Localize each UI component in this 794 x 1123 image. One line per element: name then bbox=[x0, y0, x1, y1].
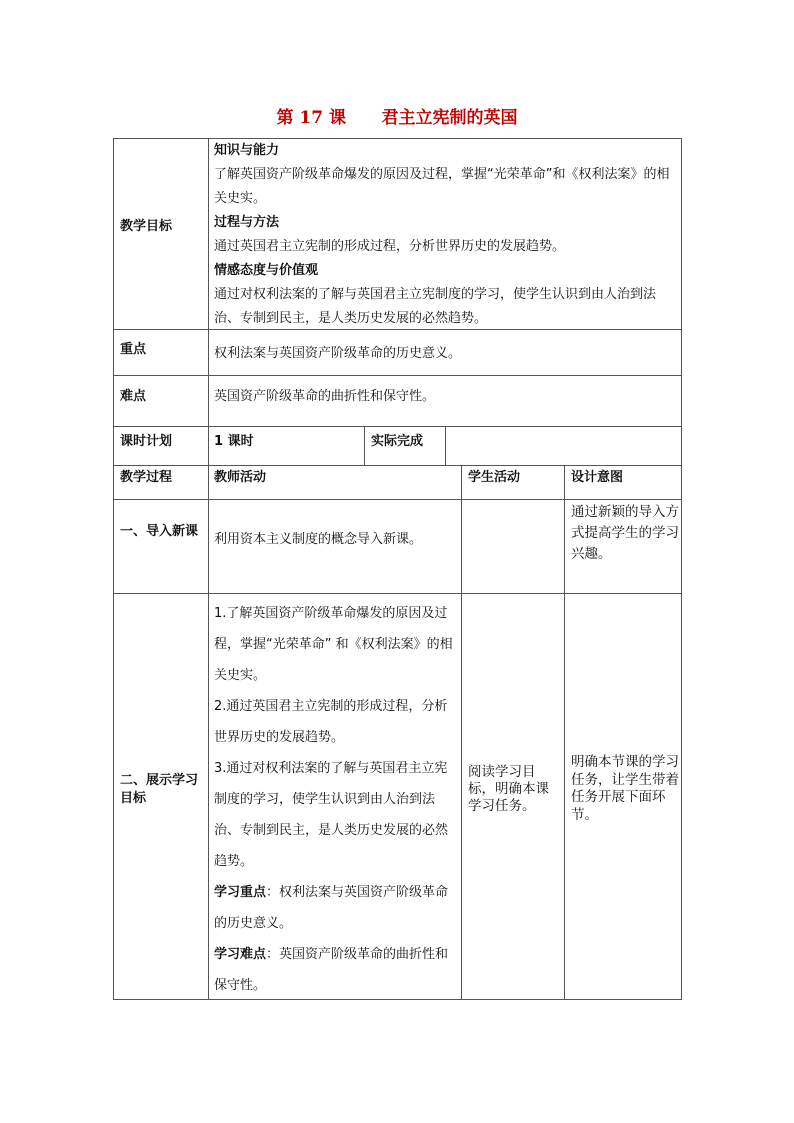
row2-difficulty-text: ：英国资产阶级革命的曲折性和保守性。 bbox=[214, 947, 449, 993]
schedule-value: 1 课时 bbox=[214, 434, 254, 449]
key-point-content-cell bbox=[208, 329, 682, 376]
row1-stage-cell bbox=[113, 499, 209, 594]
knowledge-heading: 知识与能力 bbox=[214, 143, 280, 158]
header-design: 设计意图 bbox=[571, 470, 624, 485]
key-point-label: 重点 bbox=[120, 342, 147, 357]
page-title: 第 17 课 君主立宪制的英国 bbox=[276, 108, 518, 128]
emotion-text: 通过对权利法案的了解与英国君主立宪制度的学习，使学生认识到由人治到法治、专制到民主，是人类历史发展的必然趋势。 bbox=[214, 287, 657, 326]
row2-design: 明确本节课的学习任务，让学生带着任务开展下面环节。 bbox=[571, 754, 679, 823]
row2-stage-cell bbox=[113, 593, 209, 1000]
row2-teacher-item-2: 2.通过英国君主立宪制的形成过程，分析世界历史的发展趋势。 bbox=[214, 699, 448, 745]
objectives-label-cell bbox=[113, 138, 209, 330]
emotion-heading: 情感态度与价值观 bbox=[214, 263, 319, 278]
row2-teacher-item-3: 3.通过对权利法案的了解与英国君主立宪制度的学习，使学生认识到由人治到法治、专制到民主，是人类历史发展的必然趋势。 bbox=[214, 761, 449, 869]
difficulty-label: 难点 bbox=[120, 389, 147, 404]
header-student-cell bbox=[461, 465, 565, 500]
header-teacher-cell bbox=[208, 465, 462, 500]
row2-teacher-item-1: 1.了解英国资产阶级革命爆发的原因及过程，掌握“光荣革命” 和《权利法案》的相关史实。 bbox=[214, 606, 453, 683]
row1-design-cell bbox=[564, 499, 682, 594]
key-point-label-cell bbox=[113, 329, 209, 376]
row2-difficulty-label: 学习难点 bbox=[214, 947, 267, 962]
actual-label: 实际完成 bbox=[371, 434, 424, 449]
actual-value-cell bbox=[445, 426, 682, 466]
process-text: 通过英国君主立宪制的形成过程，分析世界历史的发展趋势。 bbox=[214, 239, 566, 254]
actual-label-cell bbox=[364, 426, 446, 466]
row2-teacher-cell bbox=[208, 593, 462, 1000]
schedule-label: 课时计划 bbox=[120, 434, 173, 449]
schedule-value-cell bbox=[208, 426, 365, 466]
row2-difficulty bbox=[214, 939, 458, 1001]
row2-focus-text: ：权利法案与英国资产阶级革命的历史意义。 bbox=[214, 885, 449, 931]
row2-student: 阅读学习目标，明确本课学习任务。 bbox=[468, 764, 549, 814]
header-stage-cell bbox=[113, 465, 209, 500]
difficulty-text: 英国资产阶级革命的曲折性和保守性。 bbox=[214, 389, 436, 404]
row2-design-cell bbox=[564, 593, 682, 1000]
schedule-label-cell bbox=[113, 426, 209, 466]
header-teacher: 教师活动 bbox=[214, 470, 267, 485]
row1-stage: 一、导入新课 bbox=[120, 524, 199, 539]
header-design-cell bbox=[564, 465, 682, 500]
row2-student-cell bbox=[461, 593, 565, 1000]
header-stage: 教学过程 bbox=[120, 470, 173, 485]
row1-student-cell bbox=[461, 499, 565, 594]
objectives-content-cell bbox=[208, 138, 682, 330]
row1-teacher: 利用资本主义制度的概念导入新课。 bbox=[214, 532, 423, 547]
row2-focus bbox=[214, 877, 458, 939]
row1-teacher-cell bbox=[208, 499, 462, 594]
difficulty-label-cell bbox=[113, 375, 209, 427]
row2-stage: 二、展示学习目标 bbox=[120, 773, 199, 806]
process-heading: 过程与方法 bbox=[214, 215, 280, 230]
row2-focus-label: 学习重点 bbox=[214, 885, 267, 900]
row1-design: 通过新颖的导入方式提高学生的学习兴趣。 bbox=[571, 504, 679, 562]
header-student: 学生活动 bbox=[468, 470, 521, 485]
key-point-text: 权利法案与英国资产阶级革命的历史意义。 bbox=[214, 346, 462, 361]
objectives-label: 教学目标 bbox=[120, 219, 173, 234]
knowledge-text: 了解英国资产阶级革命爆发的原因及过程，掌握“光荣革命”和《权利法案》的相关史实。 bbox=[214, 167, 670, 206]
difficulty-content-cell bbox=[208, 375, 682, 427]
